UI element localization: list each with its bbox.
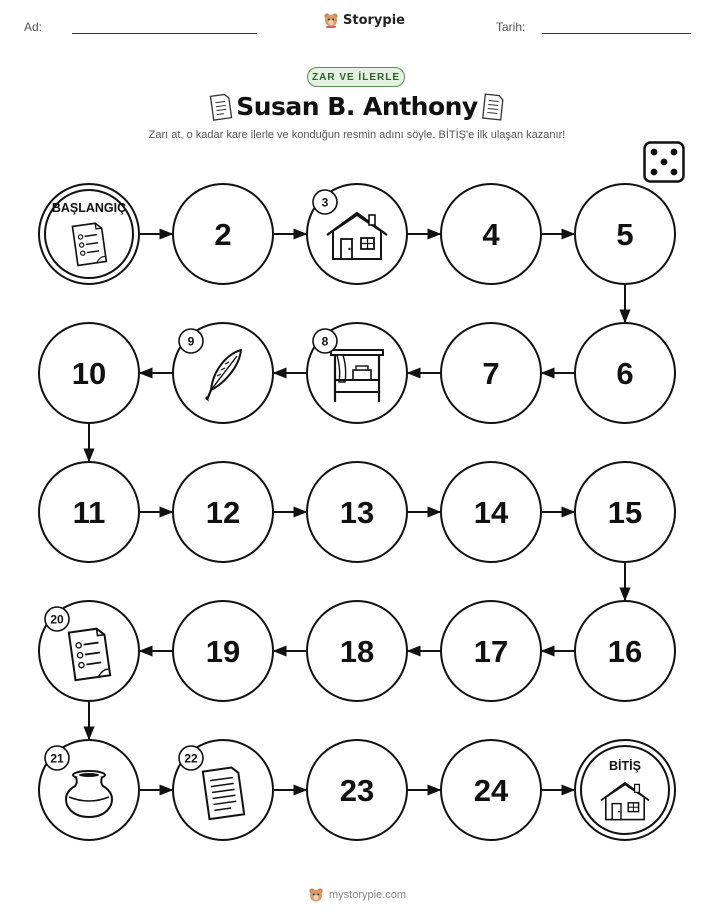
board-square <box>575 462 675 562</box>
board-square <box>39 462 139 562</box>
board-square <box>441 601 541 701</box>
board-square <box>441 323 541 423</box>
board-square <box>173 740 273 840</box>
square-number: 6 <box>616 356 634 391</box>
square-number: 4 <box>482 217 500 252</box>
square-number: 5 <box>616 217 634 252</box>
paper-icon <box>203 767 244 819</box>
board-square <box>441 184 541 284</box>
square-number: 24 <box>473 773 509 808</box>
footer <box>0 887 714 903</box>
square-badge-number: 21 <box>50 751 64 766</box>
brand-name: Storypie <box>343 12 405 28</box>
square-number: 10 <box>71 356 107 391</box>
activity-badge: ZAR VE İLERLE <box>307 67 405 87</box>
square-number: 2 <box>214 217 232 252</box>
square-number-badge <box>313 190 337 214</box>
square-badge-number: 9 <box>187 334 195 349</box>
board-square <box>173 462 273 562</box>
document-icon <box>72 222 106 265</box>
square-number: 15 <box>607 495 643 530</box>
board-square <box>39 740 139 840</box>
page-title: Susan B. Anthony <box>236 92 478 121</box>
square-number-badge <box>313 329 337 353</box>
board-square <box>307 601 407 701</box>
square-number: 7 <box>482 356 500 391</box>
board-square <box>307 184 407 284</box>
board-square <box>441 462 541 562</box>
name-label: Ad: <box>24 20 43 34</box>
board-square <box>39 323 139 423</box>
date-label: Tarih: <box>496 20 526 34</box>
board-square <box>575 601 675 701</box>
square-badge-number: 20 <box>50 612 64 627</box>
board-square <box>173 184 273 284</box>
square-badge-number: 22 <box>184 751 198 766</box>
board-square <box>173 601 273 701</box>
board-square <box>307 462 407 562</box>
square-number-badge <box>45 746 69 770</box>
board-square <box>575 184 675 284</box>
square-number: 17 <box>473 634 509 669</box>
square-number: 16 <box>607 634 643 669</box>
bear-icon <box>308 887 324 903</box>
instructions: Zarı at, o kadar kare ilerle ve konduğun resmin adını söyle. BİTİŞ'e ilk ulaşan kazanır! <box>148 129 566 141</box>
square-number: 13 <box>339 495 375 530</box>
square-number: 23 <box>339 773 375 808</box>
square-number-badge <box>179 746 203 770</box>
square-badge-number: 8 <box>321 334 329 349</box>
board-square <box>307 740 407 840</box>
board-square <box>575 323 675 423</box>
square-number: 14 <box>473 495 509 530</box>
square-number: 18 <box>339 634 375 669</box>
board-square <box>39 601 139 701</box>
square-number-badge <box>45 607 69 631</box>
board-square <box>307 323 407 423</box>
square-number: 11 <box>72 495 106 530</box>
square-number: 19 <box>205 634 241 669</box>
finish-label: BİTİŞ <box>609 759 641 773</box>
square-number-badge <box>179 329 203 353</box>
start-label: BAŞLANGIÇ <box>51 201 127 215</box>
board-square <box>173 323 273 423</box>
document-icon <box>69 628 110 680</box>
start-square <box>39 184 139 284</box>
board-square <box>441 740 541 840</box>
finish-square <box>575 740 675 840</box>
square-badge-number: 3 <box>321 195 329 210</box>
footer-url: mystorypie.com <box>328 889 407 901</box>
square-number: 12 <box>205 495 241 530</box>
